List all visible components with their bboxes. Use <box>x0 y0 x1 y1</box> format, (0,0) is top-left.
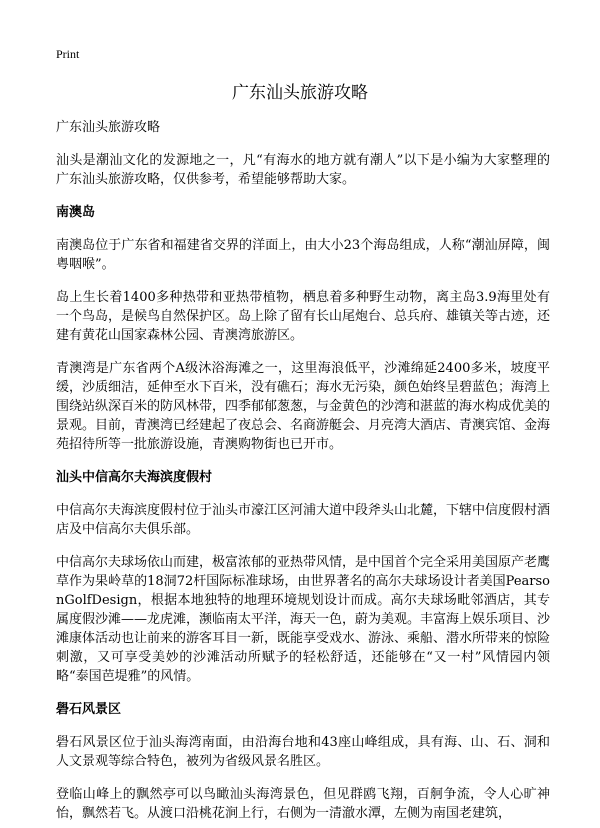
paragraph: 中信高尔夫球场依山而建，极富浓郁的亚热带风情，是中国首个完全采用美国原产老鹰草作为果岭草的18洞72杆国际标准球场，由世界著名的高尔夫球场设计者美国PearsonGolfDesign，根据本地独特的地理环境规划设计而成。高尔夫球场毗邻酒店，其专属度假沙滩——龙虎滩，濒临南太平洋，海天一色，蔚为美观。丰富海上娱乐项目、沙滩康体活动也让前来的游客耳目一新，既能享受戏水、游泳、乘船、潜水所带来的惊险刺激，又可享受美妙的沙滩活动所赋予的轻松舒适，还能够在“又一村”风情园内领略“泰国芭堤雅”的风情。 <box>56 555 551 684</box>
paragraph: 礐石风景区位于汕头海湾南面，由沿海台地和43座山峰组成，具有海、山、石、洞和人文景观等综合特色，被列为省级风景名胜区。 <box>56 735 550 769</box>
document-subtitle: 广东汕头旅游攻略 <box>56 120 161 135</box>
paragraph: 登临山峰上的飘然亭可以鸟瞰汕头海湾景色，但见群鸥飞翔，百舸争流，令人心旷神怡，飘然若飞。从渡口沿桃花涧上行，右侧为一清澈水潭，左侧为南国老建筑， <box>56 787 550 821</box>
paragraph: 岛上生长着1400多种热带和亚热带植物，栖息着多种野生动物，离主岛3.9海里处有一个鸟岛，是候鸟自然保护区。岛上除了留有长山尾炮台、总兵府、雄镇关等古迹，还建有黄花山国家森林公园、青澳湾旅游区。 <box>56 290 551 343</box>
document-body <box>56 118 550 828</box>
section-heading-queshi-scenic-area: 礐石风景区 <box>56 702 122 717</box>
document-title: 广东汕头旅游攻略 <box>232 83 368 103</box>
paragraph: 中信高尔夫海滨度假村位于汕头市濠江区河浦大道中段斧头山北麓，下辖中信度假村酒店及中信高尔夫俱乐部。 <box>56 503 551 537</box>
paragraph: 南澳岛位于广东省和福建省交界的洋面上，由大小23个海岛组成，人称“潮汕屏障，闽粤咽喉”。 <box>56 238 550 272</box>
section-heading-nanao-island: 南澳岛 <box>56 205 96 220</box>
intro-paragraph: 汕头是潮汕文化的发源地之一，凡“有海水的地方就有潮人”以下是小编为大家整理的广东汕头旅游攻略，仅供参考，希望能够帮助大家。 <box>56 153 550 187</box>
section-heading-citic-golf-resort: 汕头中信高尔夫海滨度假村 <box>56 470 213 485</box>
print-link[interactable]: Print <box>56 47 80 61</box>
paragraph: 青澳湾是广东省两个A级沐浴海滩之一，这里海浪低平，沙滩绵延2400多米，坡度平缓，沙质细洁，延伸至水下百米，没有礁石；海水无污染，颜色始终呈碧蓝色；海湾上围绕站纵深百米的防风林带，四季郁郁葱葱，与金黄色的沙湾和湛蓝的海水构成优美的景观。目前，青澳湾已经建起了夜总会、名商游艇会、月亮湾大酒店、青澳宾馆、金海苑招待所等一批旅游设施，青澳购物街也已开市。 <box>56 361 551 452</box>
